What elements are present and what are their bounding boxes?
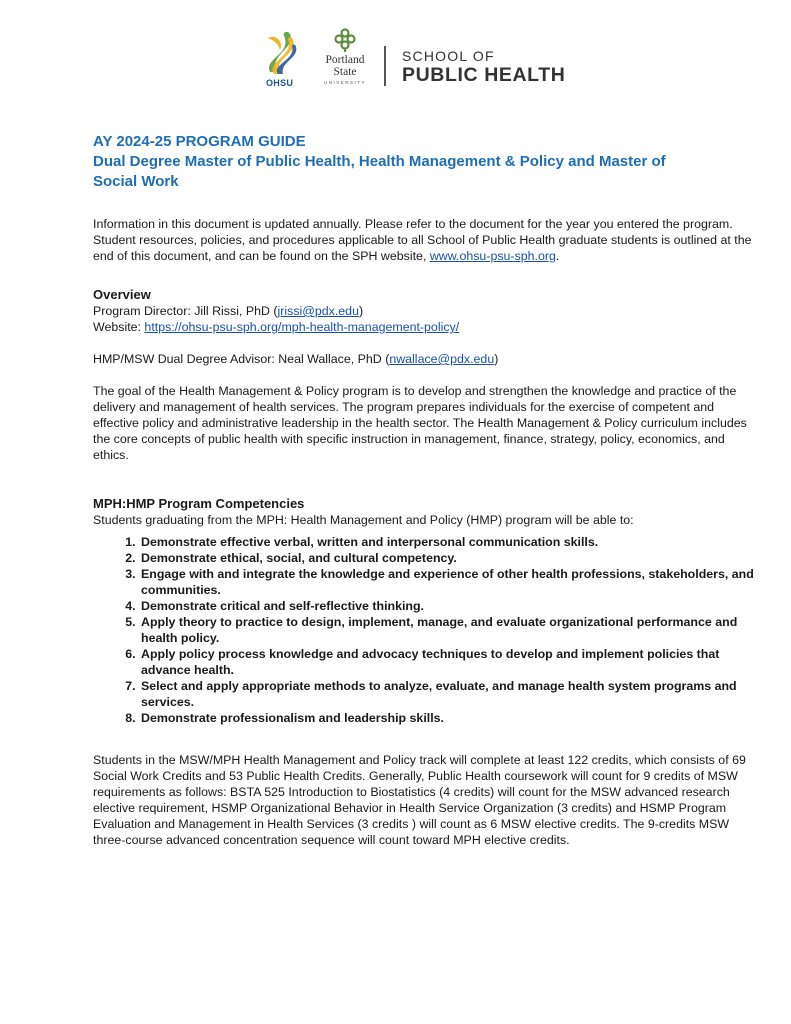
intro-text: Information in this document is updated annually. Please refer to the document for the year you entered the program. Student resources, policies, and procedures applicable to all School of Public Health graduate students is outlined at the end of this document, and can be found on the SPH website, <box>93 217 752 263</box>
credits-paragraph: Students in the MSW/MPH Health Management and Policy track will complete at least 122 credits, which consists of 69 Social Work Credits and 53 Public Health Credits. Generally, Public Health coursework will count for 9 credits of MSW requirements as follows: BSTA 525 Introduction to Biostatistics (4 credits) will count for the MSW advanced research elective requirement, HSMP Organizational Behavior in Health Service Organization (3 credits) and HSMP Program Evaluation and Management in Health Services (3 credits ) will count as 6 MSW elective credits. The 9-credits MSW three-course advanced concentration sequence will count toward MPH elective credits. <box>93 753 746 847</box>
website-line <box>93 319 763 335</box>
competency-item: 2. Demonstrate ethical, social, and cultural competency. <box>139 550 763 566</box>
psu-emblem-icon <box>334 28 356 52</box>
competencies-list <box>93 534 763 726</box>
sph-line2: PUBLIC HEALTH <box>402 64 566 86</box>
competency-item: 5. Apply theory to practice to design, implement, manage, and evaluate organizational performance and health policy. <box>139 614 763 646</box>
sph-line1: SCHOOL OF <box>402 48 495 64</box>
intro-paragraph <box>93 216 763 264</box>
degree-title-line2: Social Work <box>93 173 179 190</box>
psu-name-line2: State <box>333 66 357 78</box>
psu-wordmark <box>314 54 376 78</box>
ohsu-logo <box>262 28 300 90</box>
overview-heading: Overview <box>93 287 151 302</box>
program-guide-title: AY 2024-25 PROGRAM GUIDE <box>93 133 306 150</box>
ohsu-wordmark: OHSU <box>266 78 294 88</box>
document-title <box>93 132 743 192</box>
competencies-heading: MPH:HMP Program Competencies <box>93 496 305 511</box>
competencies-intro: Students graduating from the MPH: Health Management and Policy (HMP) program will be able to: <box>93 513 634 527</box>
competency-item: 8. Demonstrate professionalism and leadership skills. <box>139 710 763 726</box>
program-website-link[interactable]: https://ohsu-psu-sph.org/mph-health-management-policy/ <box>144 320 460 334</box>
director-email-link[interactable]: jrissi@pdx.edu <box>277 304 359 318</box>
psu-logo <box>314 28 376 92</box>
advisor-close: ) <box>494 352 499 366</box>
program-director-line <box>93 303 763 319</box>
sph-wordmark <box>402 48 565 86</box>
program-goal-paragraph: The goal of the Health Management & Policy program is to develop and strengthen the knowledge and practice of the delivery and management of health services. The program prepares individuals for the exercise of competent and effective policy and administrative leadership in the health sector. The Health Management & Policy curriculum includes the core concepts of public health with specific instruction in management, finance, strategy, policy, economics, and ethics. <box>93 384 747 462</box>
header-logos <box>262 26 582 94</box>
sph-website-link[interactable]: www.ohsu-psu-sph.org <box>429 249 556 263</box>
degree-title-line1: Dual Degree Master of Public Health, Health Management & Policy and Master of <box>93 153 666 170</box>
website-label: Website: <box>93 320 145 334</box>
competency-item: 6. Apply policy process knowledge and advocacy techniques to develop and implement policies that advance health. <box>139 646 763 678</box>
competency-item: 3. Engage with and integrate the knowledge and experience of other health professions, stakeholders, and communities. <box>139 566 763 598</box>
director-close: ) <box>358 304 364 318</box>
ohsu-emblem-icon <box>262 28 300 78</box>
psu-name-line1: Portland <box>325 54 365 66</box>
intro-period: . <box>555 249 560 263</box>
competency-item: 1. Demonstrate effective verbal, written and interpersonal communication skills. <box>139 534 763 550</box>
overview-section <box>93 287 763 463</box>
competency-item: 4. Demonstrate critical and self-reflective thinking. <box>139 598 763 614</box>
advisor-label: HMP/MSW Dual Degree Advisor: Neal Wallace, PhD ( <box>93 352 390 366</box>
psu-university-label: UNIVERSITY <box>323 80 366 85</box>
director-label: Program Director: Jill Rissi, PhD ( <box>93 304 278 318</box>
advisor-line <box>93 351 763 367</box>
competencies-section <box>93 496 763 726</box>
competency-item: 7. Select and apply appropriate methods to analyze, evaluate, and manage health system programs and services. <box>139 678 763 710</box>
advisor-email-link[interactable]: nwallace@pdx.edu <box>389 352 495 366</box>
logo-divider <box>384 46 386 86</box>
